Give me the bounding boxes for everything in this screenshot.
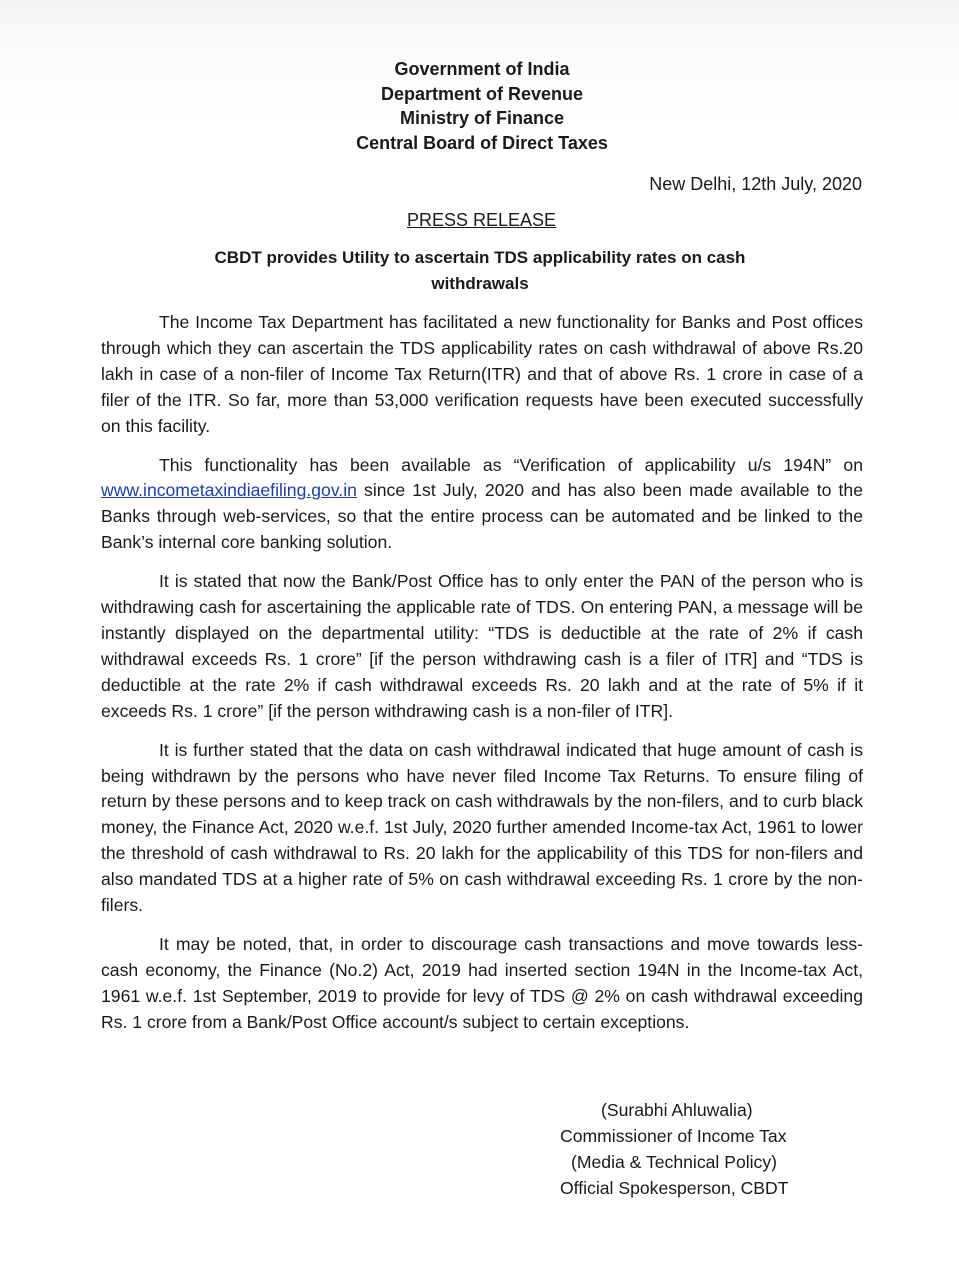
signatory-division: (Media & Technical Policy) — [571, 1152, 777, 1172]
signature-block — [560, 1097, 820, 1201]
paragraph-2 — [101, 453, 863, 557]
subject-heading: CBDT provides Utility to ascertain TDS applicability rates on cash withdrawals — [214, 248, 746, 293]
header-department: Department of Revenue — [380, 83, 584, 104]
efiling-website-link[interactable]: www.incometaxindiaefiling.gov.in — [101, 480, 357, 501]
signatory-title: Commissioner of Income Tax — [560, 1126, 787, 1146]
press-release-label: PRESS RELEASE — [406, 210, 557, 230]
paragraph-3: It is stated that now the Bank/Post Office has to only enter the PAN of the person who is withdrawing cash for ascertaining the applicable rate of TDS. On entering PAN, a message will be instantly displayed on the departmental utility: “TDS is deductible at the rate of 2% if cash withdrawal exceeds Rs. 1 crore” [if the person withdrawing cash is a filer of ITR] and “TDS is deductible at the rate 2% if cash withdrawal exceeds Rs. 20 lakh and at the rate of 5% if it exceeds Rs. 1 crore” [if the person withdrawing cash is a non-filer of ITR]. — [101, 571, 863, 721]
body-text — [101, 310, 863, 1049]
issuing-authority-header — [0, 57, 959, 155]
signatory-name: (Surabhi Ahluwalia) — [601, 1100, 753, 1120]
paragraph-2-lead: This functionality has been available as “Verification of applicability u/s 194N” on — [159, 454, 863, 475]
paragraph-5: It may be noted, that, in order to discourage cash transactions and move towards less-cash economy, the Finance (No.2) Act, 2019 had inserted section 194N in the Income-tax Act, 1961 w.e.f. 1st September, 2019 to provide for levy of TDS @ 2% on cash withdrawal exceeding Rs. 1 crore from a Bank/Post Office account/s subject to certain exceptions. — [101, 933, 863, 1032]
paragraph-1: The Income Tax Department has facilitated a new functionality for Banks and Post offices through which they can ascertain the TDS applicability rates on cash withdrawal of above Rs.20 lakh in case of a non-filer of Income Tax Return(ITR) and that of above Rs. 1 crore in case of a filer of the ITR. So far, more than 53,000 verification requests have been executed successfully on this facility. — [101, 312, 863, 436]
paragraph-2-rest: since 1st July, 2020 and has also been made available to the Banks through web-services, so that the entire process can be automated and be linked to the Bank’s internal core banking solution. — [101, 480, 863, 553]
signatory-role: Official Spokesperson, CBDT — [560, 1178, 789, 1198]
header-board: Central Board of Direct Taxes — [356, 132, 608, 153]
paragraph-4: It is further stated that the data on cash withdrawal indicated that huge amount of cash is being withdrawn by the persons who have never filed Income Tax Returns. To ensure filing of return by these persons and to keep track on cash withdrawals by the non-filers, and to curb black money, the Finance Act, 2020 w.e.f. 1st July, 2020 further amended Income-tax Act, 1961 to lower the threshold of cash withdrawal to Rs. 20 lakh for the applicability of this TDS for non-filers and also mandated TDS at a higher rate of 5% on cash withdrawal exceeding Rs. 1 crore by the non-filers. — [101, 739, 863, 916]
header-government: Government of India — [394, 59, 570, 79]
header-ministry: Ministry of Finance — [399, 108, 565, 128]
dateline: New Delhi, 12th July, 2020 — [649, 174, 862, 194]
